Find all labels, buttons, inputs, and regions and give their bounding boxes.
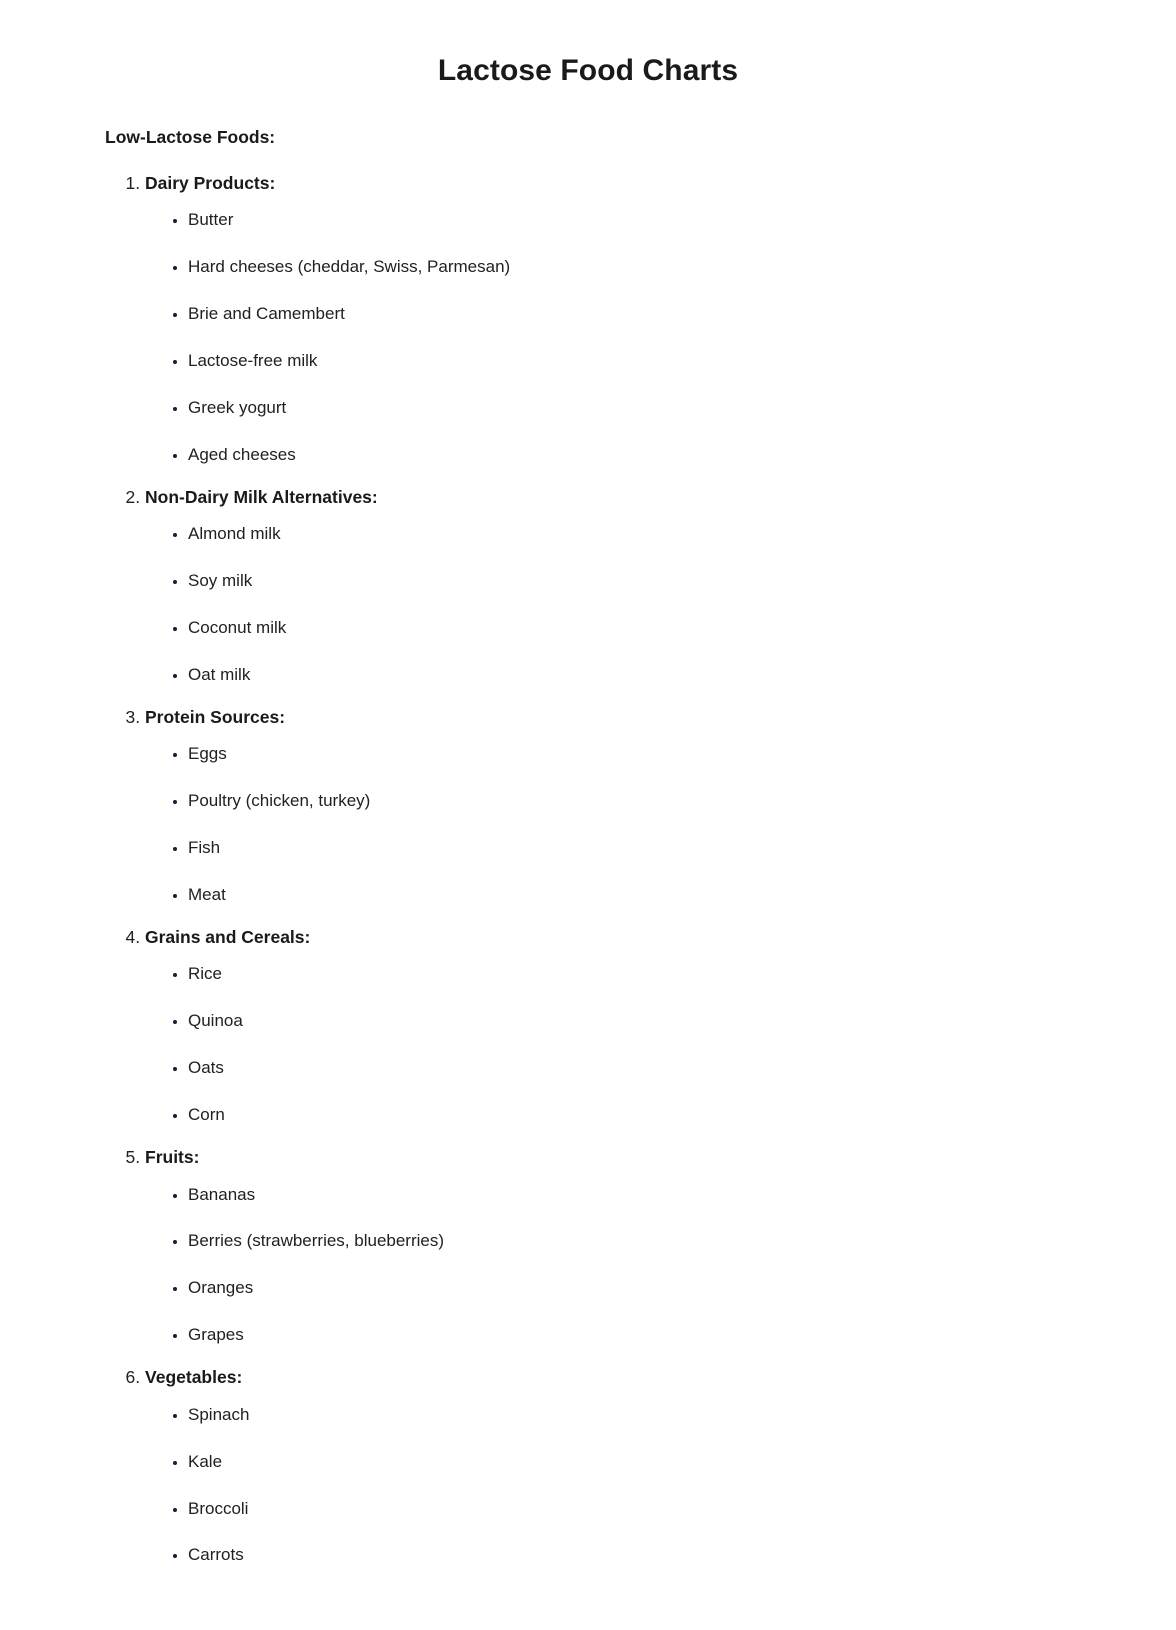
category-label: Grains and Cereals: [145, 927, 311, 947]
list-item: • Butter [188, 209, 1086, 232]
list-item: • Broccoli [188, 1498, 1086, 1521]
list-item: • Fish [188, 837, 1086, 860]
section-heading-low-lactose-foods: Low-Lactose Foods: [105, 126, 276, 147]
food-item-list [145, 950, 1086, 1145]
list-item: • Eggs [188, 743, 1086, 766]
list-item: • Berries (strawberries, blueberries) [188, 1230, 1086, 1253]
list-item: • Aged cheeses [188, 444, 1086, 467]
list-item: • Coconut milk [188, 617, 1086, 640]
category-item-grains-and-cereals [145, 925, 1086, 1145]
category-item-fruits [145, 1145, 1086, 1365]
list-item: • Bananas [188, 1184, 1086, 1207]
category-label: Non-Dairy Milk Alternatives: [145, 486, 378, 507]
food-item-list [145, 730, 1086, 925]
list-item: • Oranges [188, 1277, 1086, 1300]
list-item: • Carrots [188, 1544, 1086, 1567]
list-item: • Meat [188, 884, 1086, 907]
food-item-list [145, 1171, 1086, 1366]
category-item-protein-sources [145, 705, 1086, 925]
category-label: Fruits: [145, 1147, 200, 1168]
list-item: • Hard cheeses (cheddar, Swiss, Parmesan) [188, 256, 1086, 279]
list-item: • Oats [188, 1057, 1086, 1080]
category-item-dairy-products [145, 171, 1086, 485]
list-item: • Greek yogurt [188, 397, 1086, 420]
list-item: • Spinach [188, 1404, 1086, 1427]
category-list [105, 150, 1086, 1586]
page-title: Lactose Food Charts [437, 54, 739, 87]
list-item: • Grapes [188, 1324, 1086, 1347]
list-item: • Corn [188, 1104, 1086, 1127]
list-item: • Poultry (chicken, turkey) [188, 790, 1086, 813]
category-item-non-dairy-milk-alternatives [145, 485, 1086, 705]
food-item-list [145, 510, 1086, 705]
list-item: • Rice [188, 963, 1086, 986]
category-item-vegetables [145, 1365, 1086, 1585]
list-item: • Quinoa [188, 1010, 1086, 1033]
food-item-list [145, 1391, 1086, 1586]
list-item: • Kale [188, 1451, 1086, 1474]
list-item: • Lactose-free milk [188, 350, 1086, 373]
list-item: • Almond milk [188, 523, 1086, 546]
category-label: Protein Sources: [145, 706, 286, 727]
category-label: Dairy Products: [145, 172, 276, 193]
list-item: • Brie and Camembert [188, 303, 1086, 326]
document-body [0, 90, 1176, 1586]
list-item: • Soy milk [188, 570, 1086, 593]
food-item-list [145, 196, 1086, 485]
category-label: Vegetables: [145, 1367, 243, 1388]
list-item: • Oat milk [188, 664, 1086, 687]
